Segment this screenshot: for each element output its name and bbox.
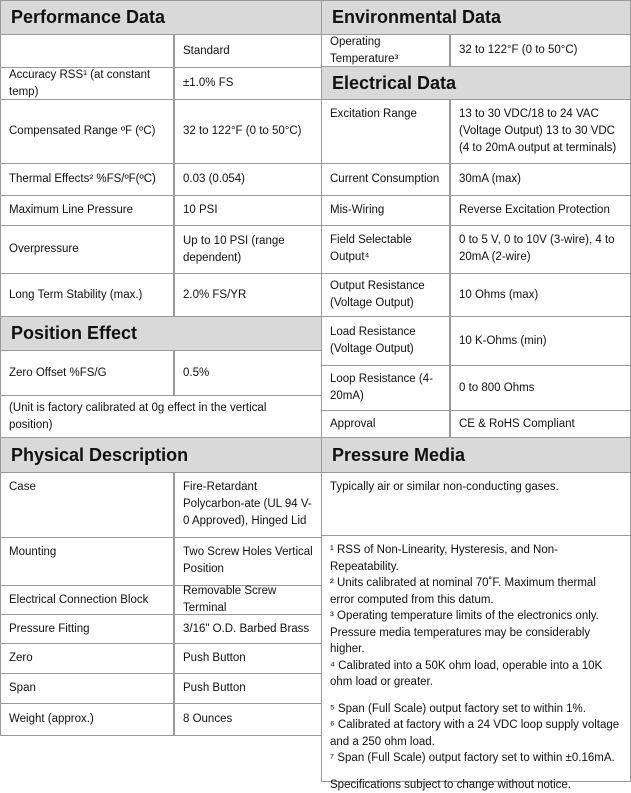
- pressure-media-text: Typically air or similar non-conducting gases.: [321, 472, 631, 536]
- row-label: Zero Offset %FS/G: [1, 351, 175, 395]
- row-label: Zero: [1, 644, 175, 673]
- table-row: [0, 472, 322, 538]
- row-label: Approval: [322, 411, 451, 437]
- row-value: CE & RoHS Compliant: [451, 411, 630, 437]
- table-row: [0, 537, 322, 586]
- table-row: [0, 67, 322, 100]
- table-row: [321, 163, 631, 196]
- row-value: 32 to 122°F (0 to 50°C): [451, 35, 630, 66]
- row-value: 3/16" O.D. Barbed Brass: [175, 615, 321, 643]
- table-row: [0, 673, 322, 704]
- table-row: [0, 585, 322, 615]
- row-label: Overpressure: [1, 226, 175, 273]
- table-row: [0, 34, 322, 68]
- row-label: Mounting: [1, 538, 175, 585]
- table-row: [0, 225, 322, 274]
- table-row: [321, 195, 631, 226]
- footnote: ⁷ Span (Full Scale) output factory set to within ±0.16mA.: [330, 750, 622, 767]
- row-value: 0 to 5 V, 0 to 10V (3-wire), 4 to 20mA (2-wire): [451, 226, 630, 273]
- table-row: [0, 163, 322, 196]
- table-row: [0, 643, 322, 674]
- footnote: ³ Operating temperature limits of the electronics only. Pressure media temperatures may be considerably higher.: [330, 608, 622, 658]
- row-value: 10 Ohms (max): [451, 274, 630, 316]
- footnote: ⁴ Calibrated into a 50K ohm load, operable into a 10K ohm load or greater.: [330, 658, 622, 691]
- row-label: Output Resistance (Voltage Output): [322, 274, 451, 316]
- row-label: Load Resistance (Voltage Output): [322, 317, 451, 365]
- row-value: Push Button: [175, 644, 321, 673]
- row-value: Removable Screw Terminal: [175, 586, 321, 614]
- row-label: Pressure Fitting: [1, 615, 175, 643]
- row-label: Electrical Connection Block: [1, 586, 175, 614]
- table-row: [0, 350, 322, 396]
- table-row: [321, 316, 631, 366]
- table-row: [0, 703, 322, 736]
- row-label: Accuracy RSS¹ (at constant temp): [1, 68, 175, 99]
- row-label: Excitation Range: [322, 100, 451, 163]
- row-label: Field Selectable Output⁴: [322, 226, 451, 273]
- table-row: [321, 273, 631, 317]
- footnote: ⁵ Span (Full Scale) output factory set to within 1%.: [330, 701, 622, 718]
- section-header-electrical: Electrical Data: [321, 66, 631, 100]
- row-value: 10 PSI: [175, 196, 321, 225]
- section-header-pressure-media: Pressure Media: [321, 437, 631, 473]
- table-row: [321, 99, 631, 164]
- row-value: 30mA (max): [451, 164, 630, 195]
- section-header-environmental: Environmental Data: [321, 0, 631, 35]
- section-header-performance: Performance Data: [0, 0, 322, 35]
- row-value: Standard: [175, 35, 321, 67]
- table-row: [0, 99, 322, 164]
- footnote: Specifications subject to change without notice.: [330, 777, 622, 793]
- row-value: Fire-Retardant Polycarbon-ate (UL 94 V-0 Approved), Hinged Lid: [175, 473, 321, 537]
- row-value: ±1.0% FS: [175, 68, 321, 99]
- row-value: Two Screw Holes Vertical Position: [175, 538, 321, 585]
- row-value: Push Button: [175, 674, 321, 703]
- row-value: 2.0% FS/YR: [175, 274, 321, 316]
- table-row: [0, 614, 322, 644]
- row-label: Maximum Line Pressure: [1, 196, 175, 225]
- row-value: Reverse Excitation Protection: [451, 196, 630, 225]
- row-label: [1, 35, 175, 67]
- row-label: Span: [1, 674, 175, 703]
- row-value: 13 to 30 VDC/18 to 24 VAC (Voltage Output) 13 to 30 VDC (4 to 20mA output at terminals): [451, 100, 630, 163]
- row-label: Thermal Effects² %FS/ºF(ºC): [1, 164, 175, 195]
- position-note: (Unit is factory calibrated at 0g effect in the vertical position): [0, 395, 322, 438]
- row-label: Loop Resistance (4-20mA): [322, 366, 451, 410]
- table-row: [0, 273, 322, 317]
- row-label: Operating Temperature³: [322, 35, 451, 66]
- row-value: 32 to 122°F (0 to 50°C): [175, 100, 321, 163]
- row-value: 0 to 800 Ohms: [451, 366, 630, 410]
- row-label: Long Term Stability (max.): [1, 274, 175, 316]
- row-label: Current Consumption: [322, 164, 451, 195]
- row-value: 8 Ounces: [175, 704, 321, 735]
- row-value: 0.03 (0.054): [175, 164, 321, 195]
- table-row: [321, 410, 631, 438]
- table-row: [321, 225, 631, 274]
- table-row: [0, 195, 322, 226]
- section-header-position: Position Effect: [0, 316, 322, 351]
- footnote: ¹ RSS of Non-Linearity, Hysteresis, and Non-Repeatability.: [330, 542, 622, 575]
- row-value: 0.5%: [175, 351, 321, 395]
- row-value: Up to 10 PSI (range dependent): [175, 226, 321, 273]
- table-row: [321, 34, 631, 67]
- row-label: Compensated Range ºF (ºC): [1, 100, 175, 163]
- footnote: ⁶ Calibrated at factory with a 24 VDC loop supply voltage and a 250 ohm load.: [330, 717, 622, 750]
- table-row: [321, 365, 631, 411]
- row-label: Weight (approx.): [1, 704, 175, 735]
- row-label: Mis-Wiring: [322, 196, 451, 225]
- row-label: Case: [1, 473, 175, 537]
- section-header-physical: Physical Description: [0, 437, 322, 473]
- row-value: 10 K-Ohms (min): [451, 317, 630, 365]
- footnotes: [321, 535, 631, 782]
- footnote: ² Units calibrated at nominal 70˚F. Maximum thermal error computed from this datum.: [330, 575, 622, 608]
